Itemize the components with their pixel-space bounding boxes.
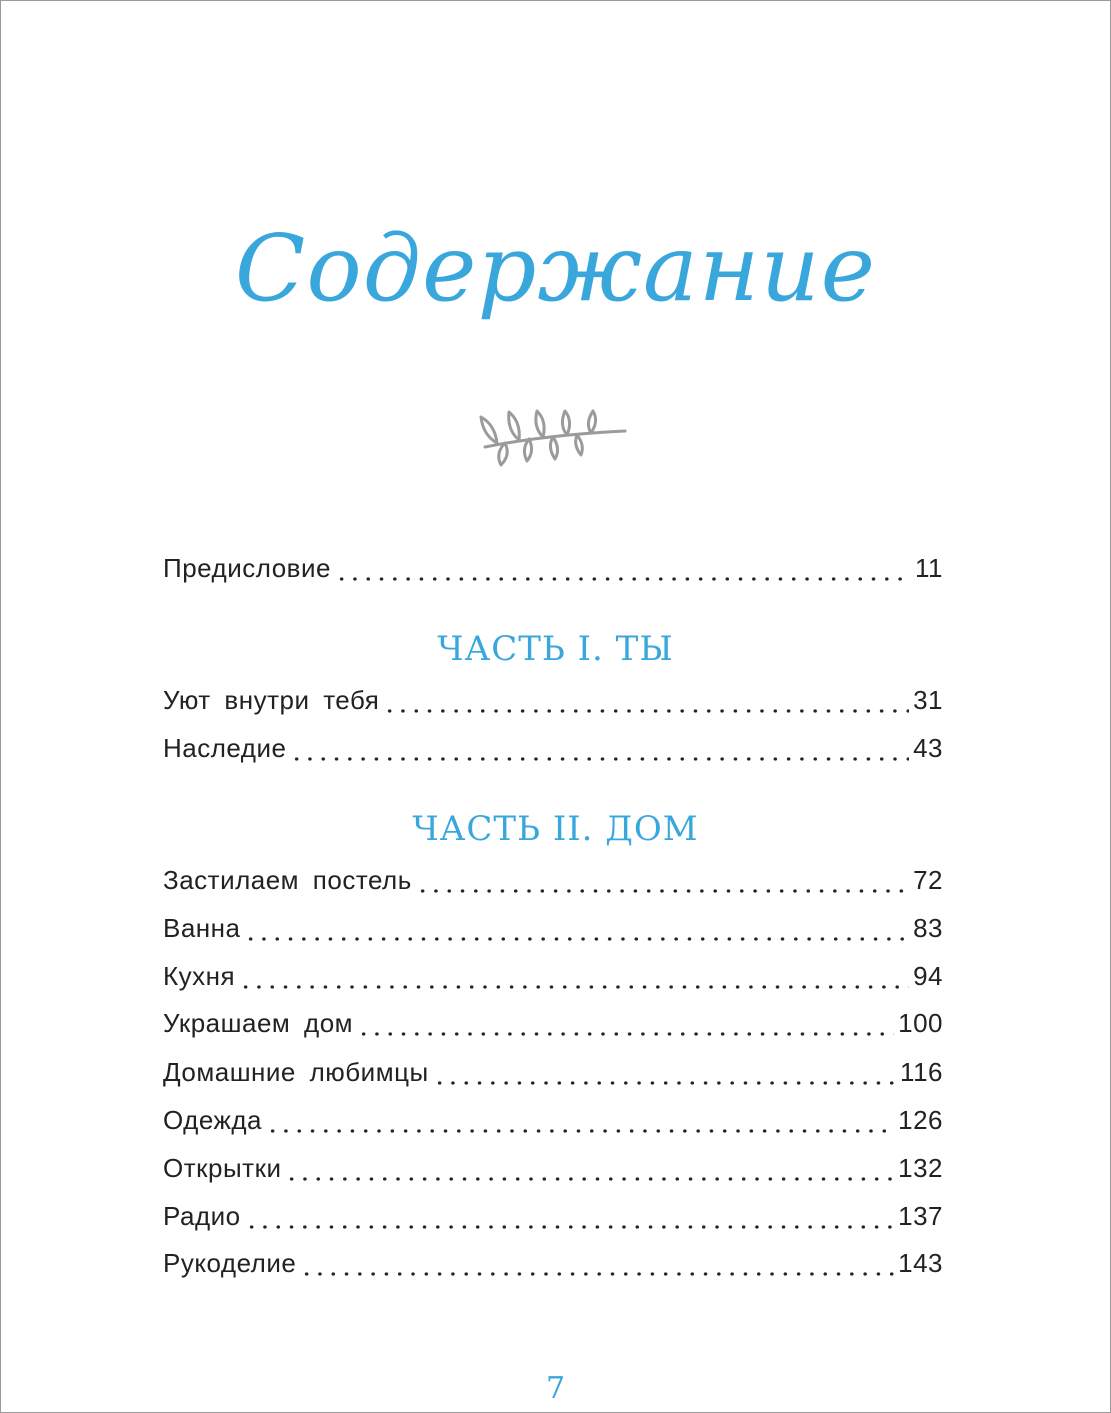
dot-leader	[416, 889, 909, 893]
toc-entry[interactable]	[163, 1105, 943, 1141]
toc-entry-label: Домашние любимцы	[163, 1057, 429, 1087]
page-number: 7	[545, 1371, 566, 1406]
toc-entry-label: Уют внутри тебя	[163, 685, 380, 715]
toc-entry-page: 126	[898, 1105, 943, 1135]
toc-entry-page: 132	[898, 1153, 943, 1183]
toc-entry-label: Кухня	[163, 961, 236, 991]
part-1-heading: ЧАСТЬ I. ТЫ	[437, 629, 674, 669]
toc-entry[interactable]	[163, 1248, 943, 1284]
toc-entry[interactable]	[163, 913, 943, 949]
dot-leader	[244, 937, 909, 941]
dot-leader	[383, 709, 909, 713]
dot-leader	[266, 1129, 894, 1133]
toc-entry-page: 116	[900, 1057, 943, 1087]
laurel-branch-icon	[475, 405, 629, 467]
toc-entry-page: 83	[913, 913, 943, 943]
toc-entry-label: Открытки	[163, 1153, 282, 1183]
page-title: Содержание	[234, 215, 877, 322]
toc-entry-label: Радио	[163, 1201, 241, 1231]
dot-leader	[335, 577, 911, 581]
dot-leader	[300, 1272, 894, 1276]
toc-entry-page: 94	[913, 961, 943, 991]
toc-entry-label: Ванна	[163, 913, 241, 943]
toc-entry[interactable]	[163, 1201, 943, 1237]
toc-entry[interactable]	[163, 733, 943, 769]
dot-leader	[239, 985, 909, 989]
toc-entry-page: 100	[898, 1008, 943, 1038]
toc-entry-label: Наследие	[163, 733, 287, 763]
toc-entry-label: Застилаем постель	[163, 865, 412, 895]
toc-entry-page: 137	[898, 1201, 943, 1231]
toc-entry[interactable]	[163, 865, 943, 901]
toc-entry-page: 43	[913, 733, 943, 763]
toc-entry[interactable]	[163, 1153, 943, 1189]
toc-entry[interactable]	[163, 1057, 943, 1093]
toc-entry-page: 143	[898, 1248, 943, 1278]
toc-entry-label: Предисловие	[163, 553, 331, 583]
toc-entry[interactable]	[163, 961, 943, 997]
toc-entry-page: 11	[915, 553, 943, 583]
toc-entry-preface[interactable]	[163, 553, 943, 589]
dot-leader	[245, 1225, 895, 1229]
part-2-heading: ЧАСТЬ II. ДОМ	[412, 809, 699, 849]
toc-entry-page: 31	[913, 685, 943, 715]
toc-entry[interactable]	[163, 1008, 943, 1044]
toc-entry-page: 72	[913, 865, 943, 895]
dot-leader	[285, 1177, 894, 1181]
dot-leader	[290, 757, 909, 761]
toc-entry[interactable]	[163, 685, 943, 721]
toc-entry-label: Украшаем дом	[163, 1008, 354, 1038]
dot-leader	[433, 1081, 896, 1085]
toc-entry-label: Одежда	[163, 1105, 263, 1135]
toc-entry-label: Рукоделие	[163, 1248, 297, 1278]
dot-leader	[357, 1032, 894, 1036]
